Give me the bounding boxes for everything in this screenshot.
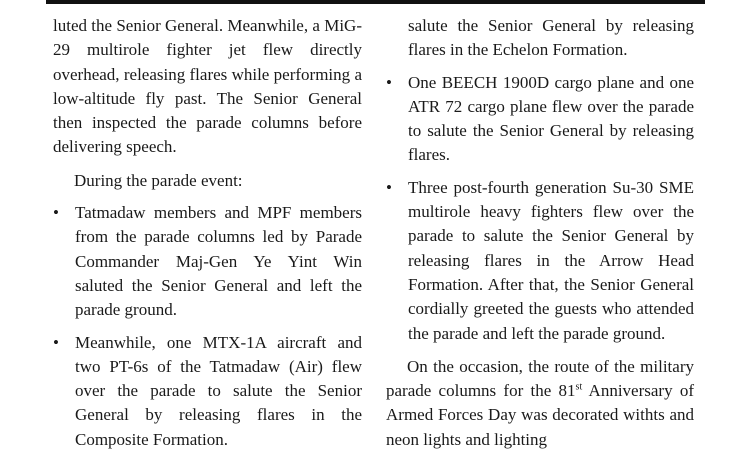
bullet-icon: • bbox=[53, 203, 59, 223]
list-item-text: Meanwhile, one MTX-1A aircraft and two PT-6s of the Tatmadaw (Air) flew over the parade to salute the Senior General by releasing flares in the Composite Formation. bbox=[75, 332, 362, 449]
left-column bbox=[53, 14, 362, 452]
list-item bbox=[53, 331, 362, 452]
right-column bbox=[386, 14, 694, 452]
bullet-list-right bbox=[386, 71, 694, 346]
bullet-icon: • bbox=[386, 72, 392, 92]
occasion-text-a: On the occasion, the route of the military parade columns for the 81 bbox=[386, 356, 694, 401]
list-item-text: One BEECH 1900D cargo plane and one ATR 72 cargo plane flew over the parade to salute the Senior General by releasing flares. bbox=[408, 72, 694, 165]
bullet-icon: • bbox=[53, 332, 59, 352]
list-item bbox=[53, 201, 362, 322]
ordinal-suffix: st bbox=[575, 381, 583, 393]
list-item bbox=[386, 71, 694, 168]
list-item-text: Three post-fourth generation Su-30 SME multirole heavy fighters flew over the parade to salute the Senior General by releasing flares in the Arrow Head Formation. After that, the Senior General cordially greeted the guests who attended the parade and left the parade ground. bbox=[408, 177, 694, 343]
paragraph-occasion bbox=[386, 355, 694, 452]
bullet-continuation: salute the Senior General by releasing flares in the Echelon Formation. bbox=[408, 16, 694, 60]
list-item bbox=[386, 176, 694, 346]
paragraph-intro: luted the Senior General. Meanwhile, a MiG-29 multirole fighter jet flew directly overhead, releasing flares while performing a low-altitude fly past. The Senior General then inspected the parade columns before delivering speech. bbox=[53, 16, 362, 157]
top-rule bbox=[46, 0, 705, 4]
bullet-icon: • bbox=[386, 177, 392, 197]
paragraph-parade-event: During the parade event: bbox=[74, 170, 243, 190]
occasion-text-b: Anniversary of Armed Forces Day was decorated withts and neon lights and lighting bbox=[386, 381, 694, 449]
bullet-list-left bbox=[53, 201, 362, 452]
list-item-text: Tatmadaw members and MPF members from the parade columns led by Parade Commander Maj-Gen Ye Yint Win saluted the Senior General and left the parade ground. bbox=[75, 203, 362, 320]
